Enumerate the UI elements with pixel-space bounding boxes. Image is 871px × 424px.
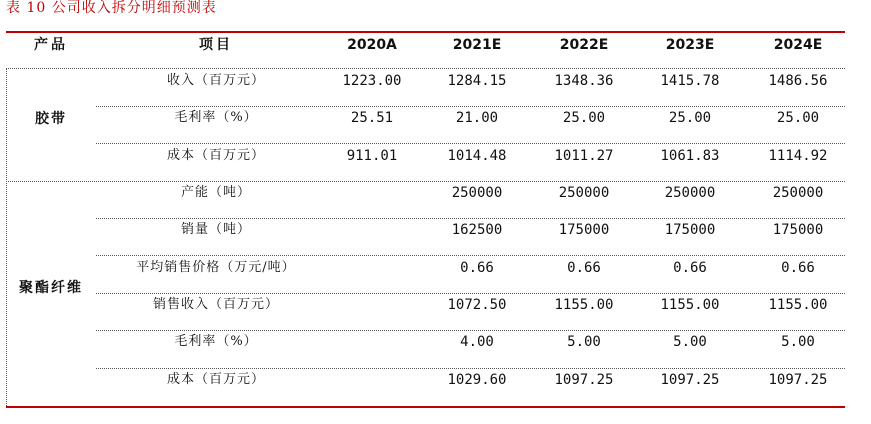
row-item-label: 销量（吨）	[180, 222, 251, 237]
value-cell: 0.66	[781, 260, 815, 276]
value-cell: 25.00	[668, 110, 712, 126]
value-cell: 1097.25	[660, 372, 720, 388]
value-cell: 1415.78	[660, 73, 720, 89]
product-label-tape: 胶带	[35, 111, 67, 127]
row-item-label: 毛利率（%）	[174, 334, 258, 349]
value-cell: 21.00	[455, 110, 499, 126]
value-cell: 1155.00	[660, 297, 720, 313]
value-cell: 1223.00	[342, 73, 402, 89]
value-cell: 1029.60	[447, 372, 507, 388]
value-cell: 5.00	[673, 334, 707, 350]
value-cell: 162500	[451, 222, 503, 238]
table-bottom-rule	[6, 406, 845, 408]
value-cell: 250000	[664, 185, 716, 201]
header-2024e: 2024E	[773, 37, 823, 53]
product-label-polyester: 聚酯纤维	[19, 280, 83, 296]
value-cell: 0.66	[460, 260, 494, 276]
value-cell: 175000	[664, 222, 716, 238]
value-cell: 1348.36	[554, 73, 614, 89]
value-cell: 1061.83	[660, 148, 720, 164]
row-item-label: 毛利率（%）	[174, 110, 258, 125]
row-item-label: 成本（百万元）	[166, 148, 265, 163]
value-cell: 1284.15	[447, 73, 507, 89]
row-item-label: 平均销售价格（万元/吨）	[136, 260, 296, 275]
value-cell: 1155.00	[768, 297, 828, 313]
value-cell: 250000	[451, 185, 503, 201]
value-cell: 250000	[558, 185, 610, 201]
row-item-label: 成本（百万元）	[166, 372, 265, 387]
header-product: 产品	[34, 37, 68, 53]
value-cell: 1097.25	[768, 372, 828, 388]
header-2020a: 2020A	[347, 37, 397, 53]
value-cell: 1097.25	[554, 372, 614, 388]
value-cell: 5.00	[781, 334, 815, 350]
value-cell: 911.01	[346, 148, 398, 164]
value-cell: 25.00	[562, 110, 606, 126]
row-item-label: 产能（吨）	[180, 185, 251, 200]
row-item-label: 销售收入（百万元）	[152, 297, 279, 312]
value-cell: 25.00	[776, 110, 820, 126]
row-item-label: 收入（百万元）	[166, 73, 265, 88]
value-cell: 1011.27	[554, 148, 614, 164]
value-cell: 25.51	[350, 110, 394, 126]
header-2021e: 2021E	[452, 37, 502, 53]
value-cell: 175000	[772, 222, 824, 238]
value-cell: 1014.48	[447, 148, 507, 164]
value-cell: 5.00	[567, 334, 601, 350]
value-cell: 4.00	[460, 334, 494, 350]
value-cell: 0.66	[673, 260, 707, 276]
table-caption: 表 10 公司收入拆分明细预测表	[6, 0, 217, 16]
header-2022e: 2022E	[559, 37, 609, 53]
revenue-forecast-table	[6, 31, 845, 408]
value-cell: 175000	[558, 222, 610, 238]
value-cell: 1114.92	[768, 148, 828, 164]
value-cell: 0.66	[567, 260, 601, 276]
value-cell: 1155.00	[554, 297, 614, 313]
header-2023e: 2023E	[665, 37, 715, 53]
value-cell: 250000	[772, 185, 824, 201]
value-cell: 1072.50	[447, 297, 507, 313]
value-cell: 1486.56	[768, 73, 828, 89]
header-item: 项目	[199, 37, 233, 53]
